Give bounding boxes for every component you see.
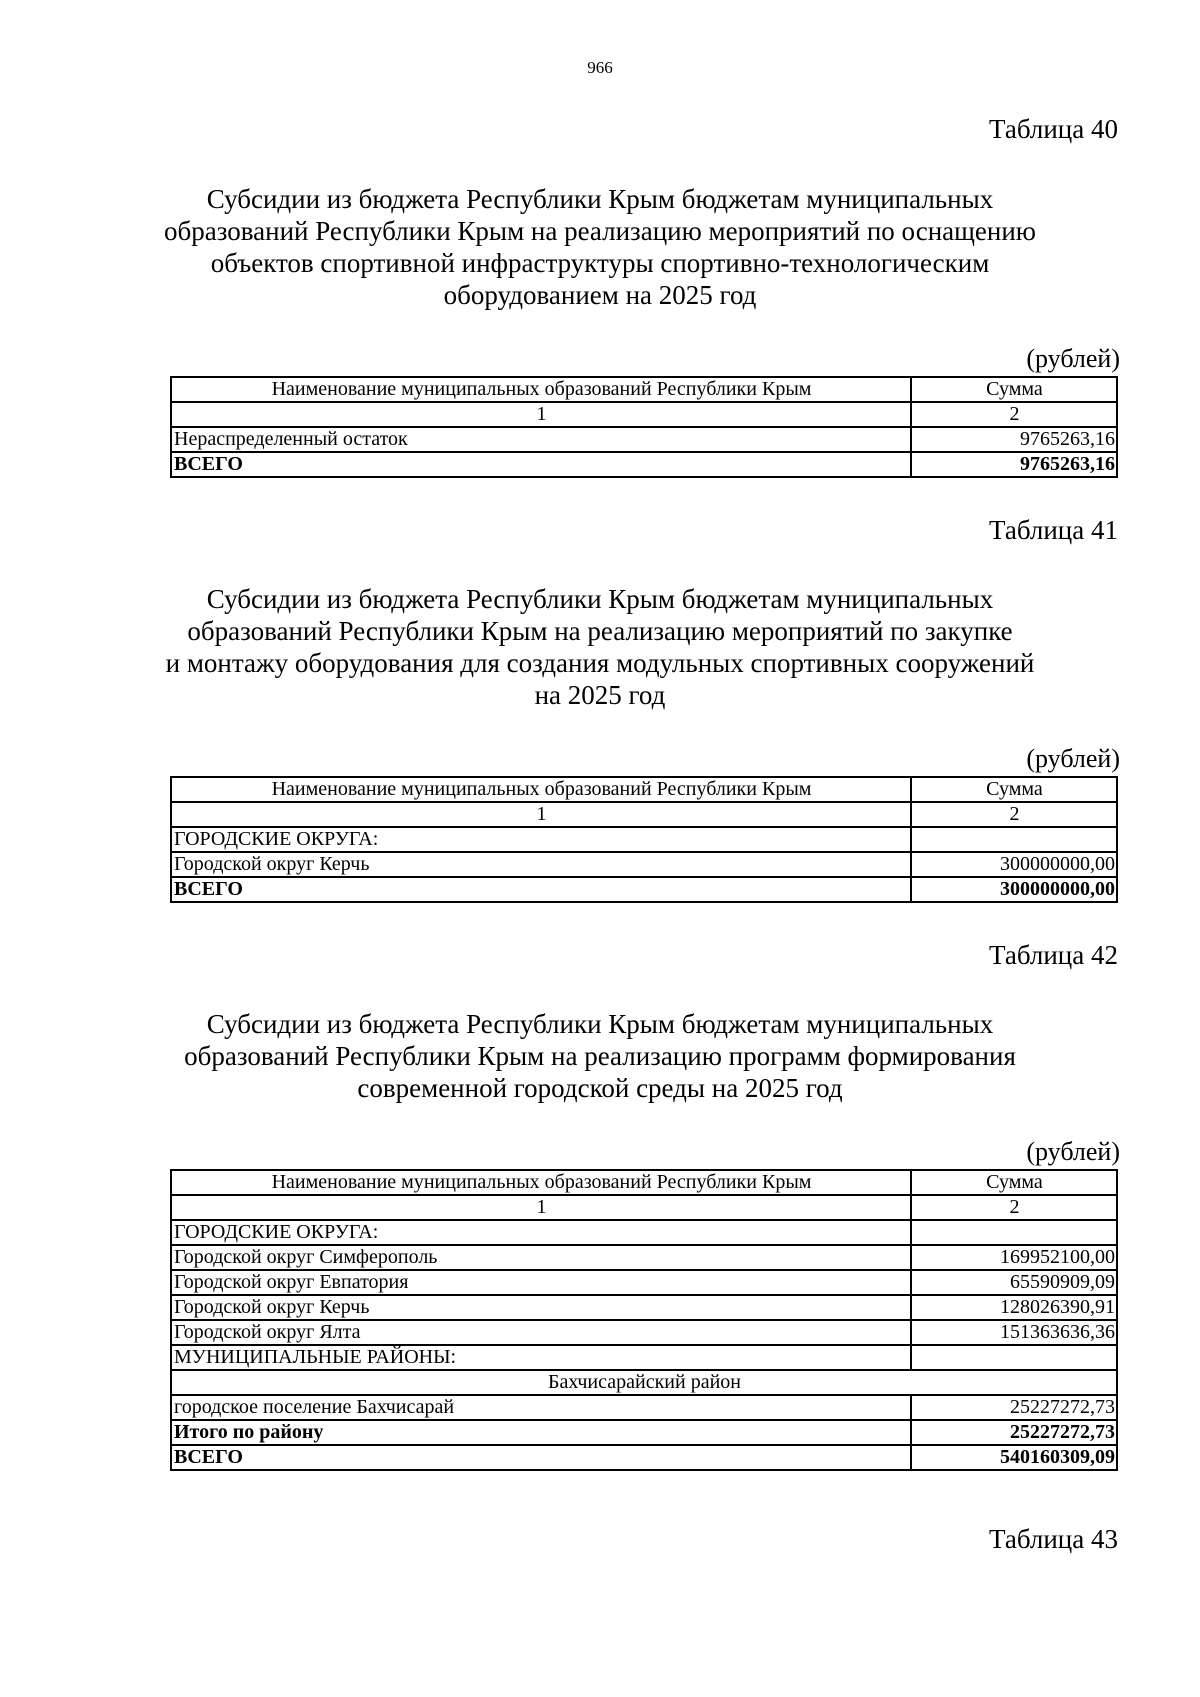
title-line: на 2025 год (534, 680, 666, 710)
row-amount: 300000000,00 (911, 852, 1117, 877)
district-total-name: Итого по району (171, 1420, 911, 1445)
row-amount: 65590909,09 (911, 1270, 1117, 1295)
header-row (171, 777, 1117, 802)
title-line: объектов спортивной инфраструктуры спортивно-технологическим (210, 248, 990, 278)
header-amount: Сумма (911, 777, 1117, 802)
district-total-row (171, 1420, 1117, 1445)
title-line: оборудованием на 2025 год (443, 280, 757, 310)
row-name: городское поселение Бахчисарай (171, 1395, 911, 1420)
table-row (171, 1220, 1117, 1245)
title-line: образований Республики Крым на реализацию мероприятий по закупке (187, 616, 1013, 646)
total-amount: 300000000,00 (911, 877, 1117, 902)
row-amount: 128026390,91 (911, 1295, 1117, 1320)
table-row (171, 827, 1117, 852)
row-amount: 25227272,73 (911, 1395, 1117, 1420)
row-name: Городской округ Ялта (171, 1320, 911, 1345)
row-name: Городской округ Симферополь (171, 1245, 911, 1270)
table-41 (170, 776, 1118, 903)
header-amount: Сумма (911, 1170, 1117, 1195)
column-number-row (171, 802, 1117, 827)
title-line: современной городской среды на 2025 год (357, 1073, 843, 1103)
row-name: Городской округ Евпатория (171, 1270, 911, 1295)
header-row (171, 377, 1117, 402)
page-number: 966 (587, 58, 613, 77)
district-total-amount: 25227272,73 (911, 1420, 1117, 1445)
header-row (171, 1170, 1117, 1195)
header-name: Наименование муниципальных образований Республики Крым (171, 377, 911, 402)
title-line: образований Республики Крым на реализацию программ формирования (184, 1041, 1016, 1071)
row-name: МУНИЦИПАЛЬНЫЕ РАЙОНЫ: (171, 1345, 911, 1370)
total-row (171, 452, 1117, 477)
table-row (171, 1270, 1117, 1295)
header-name: Наименование муниципальных образований Республики Крым (171, 777, 911, 802)
row-name: ГОРОДСКИЕ ОКРУГА: (171, 827, 911, 852)
table-label-40: Таблица 40 (989, 114, 1118, 144)
table-row (171, 1345, 1117, 1370)
table-label-42: Таблица 42 (989, 940, 1118, 970)
total-row (171, 1445, 1117, 1470)
total-name: ВСЕГО (171, 452, 911, 477)
total-amount: 9765263,16 (911, 452, 1117, 477)
column-number: 2 (911, 802, 1117, 827)
district-name: Бахчисарайский район (171, 1370, 1117, 1395)
total-row (171, 877, 1117, 902)
total-amount: 540160309,09 (911, 1445, 1117, 1470)
table-title-40 (150, 183, 1050, 311)
table-row (171, 1395, 1117, 1420)
table-title-42 (150, 1008, 1050, 1104)
table-row (171, 427, 1117, 452)
row-amount: 151363636,36 (911, 1320, 1117, 1345)
table-label-41: Таблица 41 (989, 515, 1118, 545)
header-name: Наименование муниципальных образований Республики Крым (171, 1170, 911, 1195)
title-line: Субсидии из бюджета Республики Крым бюджетам муниципальных (206, 1009, 994, 1039)
row-amount: 9765263,16 (911, 427, 1117, 452)
title-line: Субсидии из бюджета Республики Крым бюджетам муниципальных (206, 584, 994, 614)
table-row (171, 1320, 1117, 1345)
table-40 (170, 376, 1118, 478)
row-amount (911, 1345, 1117, 1370)
table-row (171, 852, 1117, 877)
title-line: и монтажу оборудования для создания модульных спортивных сооружений (165, 648, 1035, 678)
row-name: Городской округ Керчь (171, 1295, 911, 1320)
column-number: 1 (171, 802, 911, 827)
row-name: ГОРОДСКИЕ ОКРУГА: (171, 1220, 911, 1245)
table-row (171, 1245, 1117, 1270)
column-number: 2 (911, 402, 1117, 427)
unit-label-41: (рублей) (1026, 744, 1120, 773)
table-label-43: Таблица 43 (989, 1524, 1118, 1554)
total-name: ВСЕГО (171, 877, 911, 902)
row-amount: 169952100,00 (911, 1245, 1117, 1270)
column-number: 1 (171, 1195, 911, 1220)
table-row (171, 1295, 1117, 1320)
district-header-row (171, 1370, 1117, 1395)
row-amount (911, 1220, 1117, 1245)
title-line: образований Республики Крым на реализацию мероприятий по оснащению (164, 216, 1036, 246)
column-number-row (171, 402, 1117, 427)
row-amount (911, 827, 1117, 852)
column-number: 2 (911, 1195, 1117, 1220)
column-number: 1 (171, 402, 911, 427)
total-name: ВСЕГО (171, 1445, 911, 1470)
title-line: Субсидии из бюджета Республики Крым бюджетам муниципальных (206, 184, 994, 214)
column-number-row (171, 1195, 1117, 1220)
header-amount: Сумма (911, 377, 1117, 402)
unit-label-40: (рублей) (1026, 344, 1120, 373)
unit-label-42: (рублей) (1026, 1137, 1120, 1166)
table-42 (170, 1169, 1118, 1471)
table-title-41 (150, 583, 1050, 711)
row-name: Нераспределенный остаток (171, 427, 911, 452)
row-name: Городской округ Керчь (171, 852, 911, 877)
